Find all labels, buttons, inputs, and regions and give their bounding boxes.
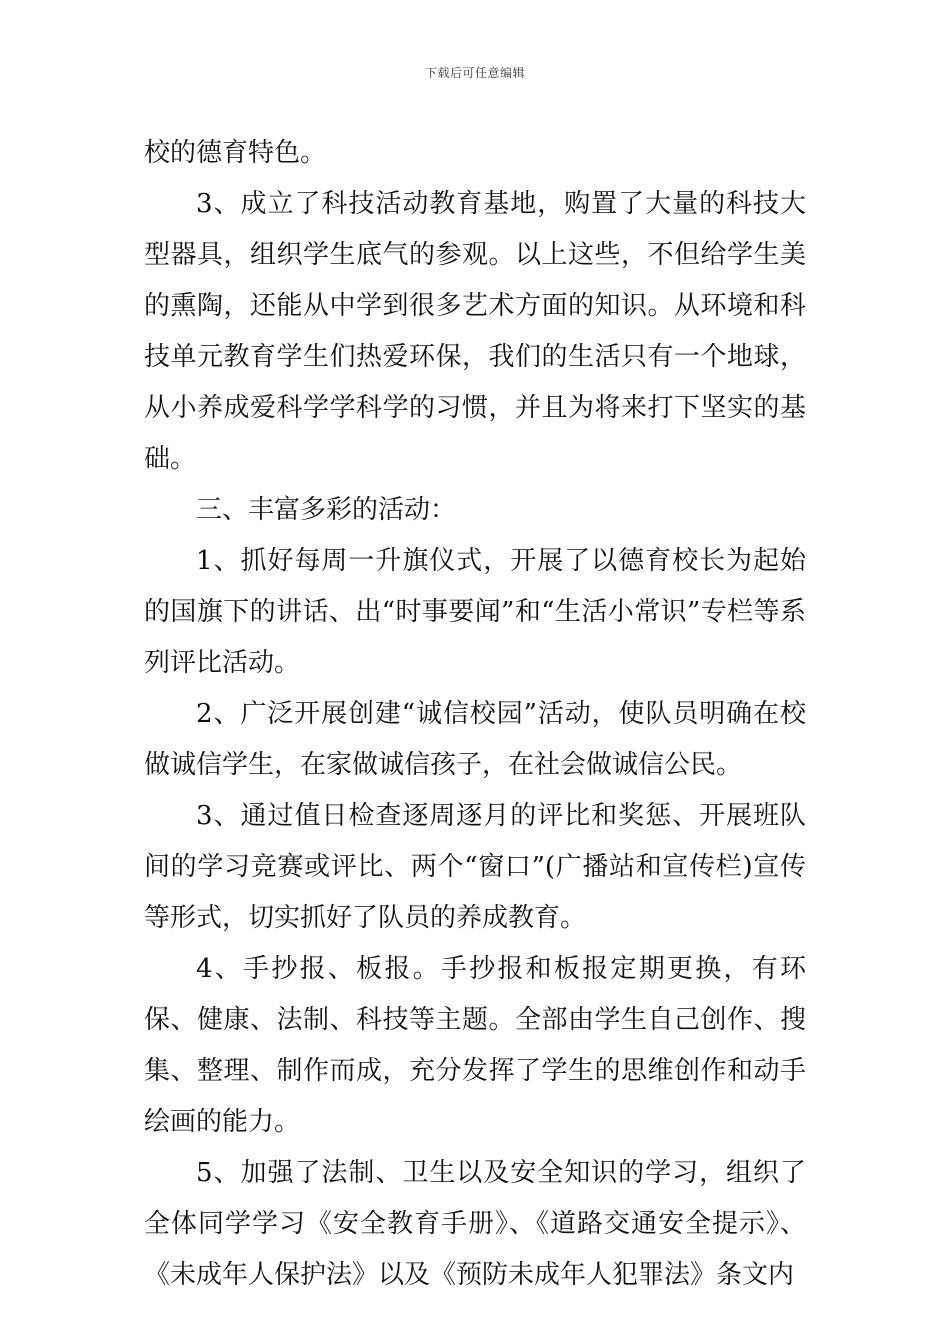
- section-heading: 三、丰富多彩的活动：: [196, 495, 457, 525]
- document-body: [144, 128, 806, 1301]
- paragraph-7: 4、手抄报、板报。手抄报和板报定期更换，有环保、健康、法制、科技等主题。全部由学生自己创作、搜集、整理、制作而成，充分发挥了学生的思维创作和动手绘画的能力。: [144, 954, 806, 1137]
- paragraph-4: 1、抓好每周一升旗仪式，开展了以德育校长为起始的国旗下的讲话、出“时事要闻”和“生活小常识”专栏等系列评比活动。: [144, 546, 806, 678]
- paragraph-6: 3、通过值日检查逐周逐月的评比和奖惩、开展班队间的学习竞赛或评比、两个“窗口”(广播站和宣传栏)宣传等形式，切实抓好了队员的养成教育。: [144, 801, 806, 933]
- paragraph-8: 5、加强了法制、卫生以及安全知识的学习，组织了全体同学学习《安全教育手册》、《道路交通安全提示》、《未成年人保护法》以及《预防未成年人犯罪法》条文内: [144, 1158, 806, 1290]
- paragraph-5: 2、广泛开展创建“诚信校园”活动，使队员明确在校做诚信学生，在家做诚信孩子，在社会做诚信公民。: [144, 699, 806, 780]
- paragraph-1: 校的德育特色。: [144, 138, 327, 168]
- page-header: 下载后可任意编辑: [424, 66, 525, 80]
- paragraph-2: 3、成立了科技活动教育基地，购置了大量的科技大型器具，组织学生底气的参观。以上这些，不但给学生美的熏陶，还能从中学到很多艺术方面的知识。从环境和科技单元教育学生们热爱环保，我们的生活只有一个地球，从小养成爱科学学科学的习惯，并且为将来打下坚实的基础。: [144, 189, 806, 474]
